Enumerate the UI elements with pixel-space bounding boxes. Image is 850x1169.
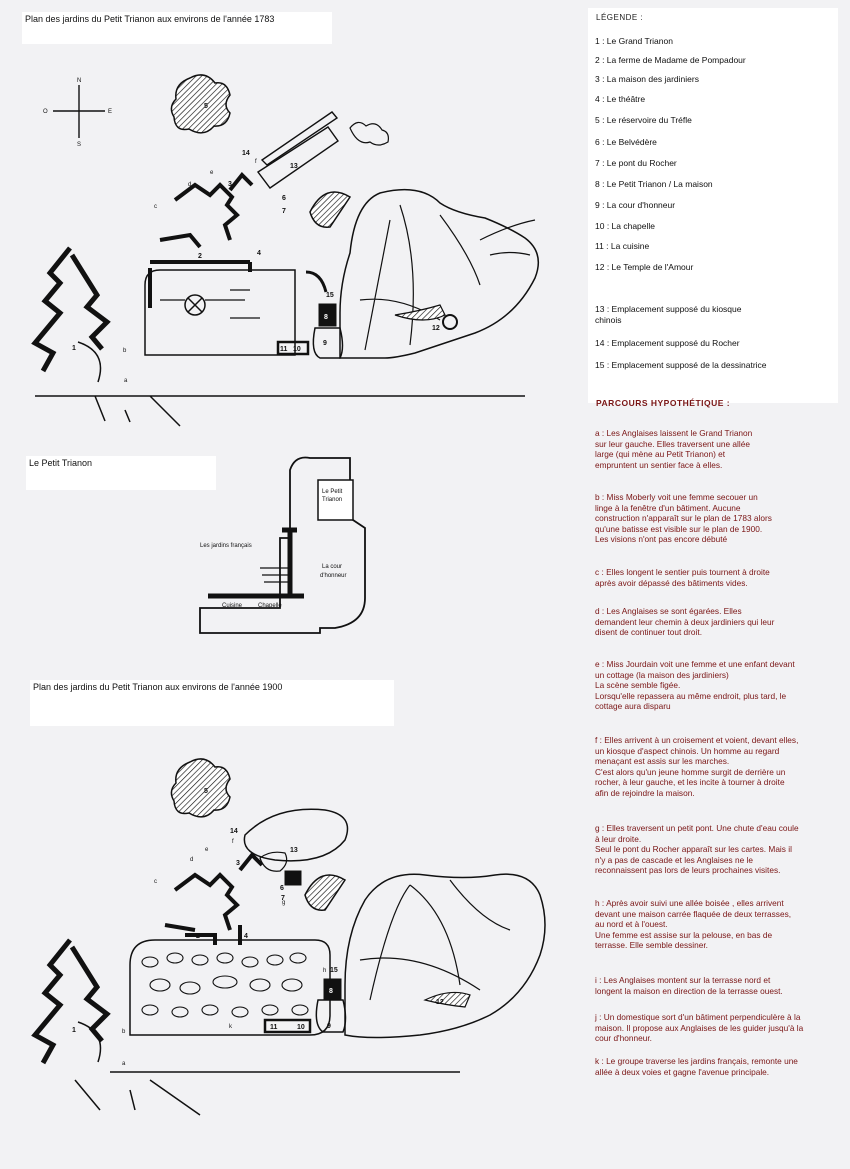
ferme-pompadour-1783: [160, 175, 252, 247]
legend-item: 3 : La maison des jardiniers: [595, 74, 699, 84]
compass-n-label: N: [77, 78, 82, 84]
avenue-1783: [35, 396, 525, 426]
parcours-item-a: a : Les Anglaises laissent le Grand Trianon sur leur gauche. Elles traversent une allée large (qui mène au Petit Trianon) et empruntent un sentier face à elles.: [595, 428, 753, 470]
map-number: 11: [280, 346, 288, 353]
map-number: 10: [293, 346, 301, 353]
parcours-item-b: b : Miss Moberly voit une femme secouer un linge à la fenêtre d'un bâtiment. Aucune construction n'apparaît sur le plan de 1783 alors qu'une batisse est visible sur le plan de 1900. Les visions n'ont pas encore débuté: [595, 492, 772, 544]
parcours-item-e: e : Miss Jourdain voit une femme et une enfant devant un cottage (la maison des jardiniers) La scène semble figée. Lorsqu'elle repassera au même endroit, plus tard, le cottage aura disparu: [595, 659, 795, 711]
map-number: 9: [327, 1023, 331, 1030]
trees-ne-1783: [350, 122, 388, 145]
legend-item: 10 : La chapelle: [595, 221, 656, 231]
legend-item: 9 : La cour d'honneur: [595, 200, 676, 210]
map-number: 7: [282, 208, 286, 215]
plan-1783-title-text: Plan des jardins du Petit Trianon aux environs de l'année 1783: [25, 14, 275, 24]
compass-e-label: E: [108, 109, 113, 115]
map-number: 10: [297, 1024, 305, 1031]
map-number: 2: [198, 253, 202, 260]
legend-item: 1 : Le Grand Trianon: [595, 36, 673, 46]
map-letter: c: [154, 204, 157, 210]
map-number: 5: [204, 788, 208, 795]
map-letter: e: [210, 170, 214, 176]
map-number: 11: [270, 1024, 278, 1031]
map-letter: f: [255, 159, 257, 165]
map-1900: [35, 759, 545, 1115]
garden-beds-1900: [142, 953, 308, 1017]
jardin-anglais-1900: [345, 874, 545, 1037]
map-letter: g: [282, 900, 286, 906]
map-number: 15: [326, 292, 334, 299]
legend-item: 12 : Le Temple de l'Amour: [595, 262, 694, 272]
avenue-1900: [75, 1072, 460, 1115]
ferme-pompadour-1900: [165, 855, 262, 930]
plan-label-jardins: Les jardins français: [200, 543, 252, 549]
map-number: 15: [330, 967, 338, 974]
plan-label-petit-trianon-1: Le Petit: [322, 489, 343, 495]
legend-item: 11 : La cuisine: [595, 241, 650, 251]
map-letter: h: [323, 968, 327, 974]
map-number: 6: [282, 195, 286, 202]
plan-label-cour-1: La cour: [322, 564, 343, 570]
belvedere-area-1783: [310, 192, 350, 227]
map-letter: f: [232, 839, 234, 845]
map-letter: d: [190, 857, 194, 863]
map-number: 12: [436, 999, 444, 1006]
parcours-item-k: k : Le groupe traverse les jardins français, remonte une allée à deux voies et gagne l'avenue principale.: [595, 1056, 798, 1077]
map-letter: a: [122, 1061, 126, 1067]
map-number: 4: [244, 933, 248, 940]
rocher-strip-1783: [262, 112, 337, 165]
map-number: 13: [290, 163, 298, 170]
map-number: 1: [72, 1027, 76, 1034]
reservoir-trefle-1783: [171, 75, 230, 133]
map-letter: b: [122, 1029, 126, 1035]
map-1783: [35, 75, 538, 426]
parcours-item-h: h : Après avoir suivi une allée boisée , elles arrivent devant une maison carrée flaquée de deux terrasses, au nord et à l'ouest. Une femme est assise sur la pelouse, en bas de terrasse. Elle semble dessiner.: [595, 898, 792, 950]
grand-trianon-1783: [35, 248, 107, 371]
legend-item: 4 : Le théâtre: [595, 94, 646, 104]
map-number: 3: [228, 181, 232, 188]
parcours-item-i: i : Les Anglaises montent sur la terrasse nord et longent la maison en direction de la terrasse ouest.: [595, 975, 783, 996]
legend-item: 6 : Le Belvédère: [595, 137, 657, 147]
plan-label-petit-trianon-2: Trianon: [322, 497, 343, 503]
map-letter: k: [229, 1024, 232, 1030]
petit-trianon-plan: [200, 458, 365, 634]
map-number: 8: [329, 988, 333, 995]
map-number: 13: [290, 847, 298, 854]
plan-label-cuisine: Cuisine: [222, 603, 243, 609]
jardin-anglais-1783: [340, 190, 538, 358]
plan-label-chapelle: Chapelle: [258, 603, 282, 609]
legend-item: 13 : Emplacement supposé du kiosque chinois: [595, 304, 742, 325]
petit-trianon-title-text: Le Petit Trianon: [29, 458, 93, 468]
legend-item: 7 : Le pont du Rocher: [595, 158, 677, 168]
map-letter: b: [123, 348, 127, 354]
map-number: 4: [257, 250, 261, 257]
map-letter: e: [205, 847, 209, 853]
map-number: 8: [324, 314, 328, 321]
reservoir-trefle-1900: [171, 759, 230, 817]
map-letter: c: [154, 879, 157, 885]
map-number: 2: [196, 933, 200, 940]
map-number: 14: [242, 150, 250, 157]
parcours-item-c: c : Elles longent le sentier puis tournent à droite après avoir dépassé des bâtiments vides.: [595, 567, 770, 588]
grand-trianon-1900: [35, 940, 107, 1063]
legend-item: 2 : La ferme de Madame de Pompadour: [595, 55, 746, 65]
map-number: 1: [72, 345, 76, 352]
parcours-item-d: d : Les Anglaises se sont égarées. Elles demandent leur chemin à deux jardiniers qui leur disent de continuer tout droit.: [595, 606, 775, 637]
map-number: 3: [236, 860, 240, 867]
kiosque-1900: [286, 872, 300, 884]
plan-1900-title-text: Plan des jardins du Petit Trianon aux environs de l'année 1900: [33, 682, 283, 692]
legend-item: 8 : Le Petit Trianon / La maison: [595, 179, 713, 189]
parcours-item-j: j : Un domestique sort d'un bâtiment perpendiculère à la maison. Il propose aux Anglaises de les guider jusqu'à la cour d'honneur.: [595, 1012, 804, 1043]
parcours-item-g: g : Elles traversent un petit pont. Une chute d'eau coule à leur droite. Seul le pont du Rocher apparaît sur les cartes. Mais il n'y a pas de cascade et les Anglaises ne le reconnaissent pas lors de leurs prochaines visites.: [595, 823, 799, 875]
map-letter: d: [188, 182, 192, 188]
legend-title: LÉGENDE :: [596, 13, 644, 22]
map-letter: a: [124, 378, 128, 384]
map-number: 14: [230, 828, 238, 835]
legend-item: 15 : Emplacement supposé de la dessinatrice: [595, 360, 767, 370]
map-number: 9: [323, 340, 327, 347]
compass-rose: [43, 78, 112, 148]
parcours-title: PARCOURS HYPOTHÉTIQUE :: [596, 398, 731, 408]
parcours-item-f: f : Elles arrivent à un croisement et voient, devant elles, un kiosque d'aspect chinois. Un homme au regard menaçant est assis sur les marches. C'est alors qu'un jeune homme surgit de derrière un rocher, à leur gauche, et les incite à tourner à droite afin de rejoindre la maison.: [595, 735, 799, 798]
map-number: 7: [281, 895, 285, 902]
map-number: 5: [204, 103, 208, 110]
plan-label-cour-2: d'honneur: [320, 573, 347, 579]
belvedere-area-1900: [305, 875, 345, 910]
legend-item: 14 : Emplacement supposé du Rocher: [595, 338, 740, 348]
map-number: 12: [432, 325, 440, 332]
compass-o-label: O: [43, 109, 48, 115]
legend-item: 5 : Le réservoire du Tréfle: [595, 115, 692, 125]
jardins-francais-1783: [145, 270, 295, 355]
map-number: 6: [280, 885, 284, 892]
compass-s-label: S: [77, 142, 82, 148]
